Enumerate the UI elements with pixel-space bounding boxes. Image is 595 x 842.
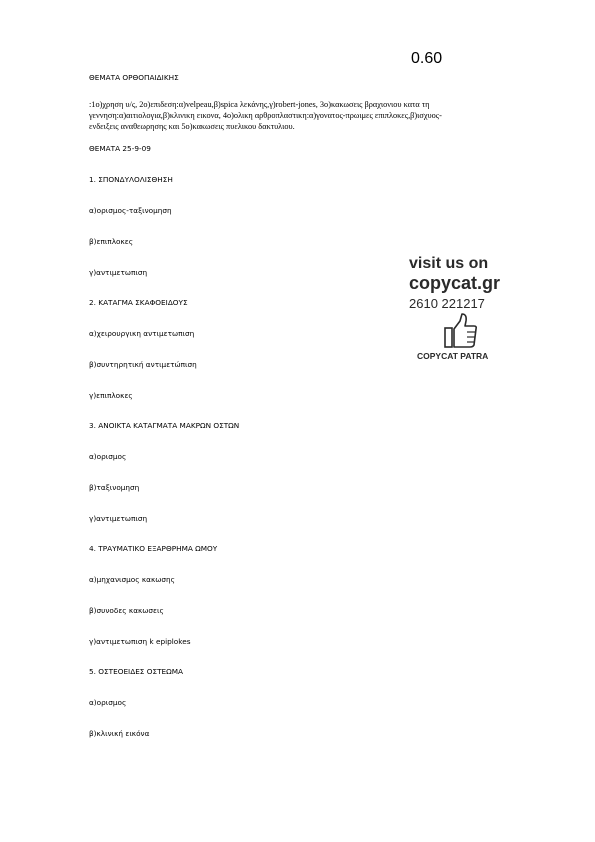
copycat-watermark (405, 255, 515, 370)
topic-item: β)επιπλοκες (89, 237, 134, 246)
topic-item: γ)επιπλοκες (89, 391, 133, 400)
topic-item: α)ορισμος-ταξινομηση (89, 206, 172, 215)
topic-item: β)συντηρητική αντιμετώπιση (89, 360, 197, 369)
watermark-phone: 2610 221217 (409, 296, 485, 311)
topic-item: α)μηχανισμος κακωσης (89, 575, 175, 584)
thumbs-up-icon (443, 312, 479, 350)
topic-item: β)συνοδες κακωσεις (89, 606, 164, 615)
price-label: 0.60 (411, 50, 443, 67)
topic-title: 3. ΑΝΟΙΚΤΑ ΚΑΤΑΓΜΑΤΑ ΜΑΚΡΩΝ ΟΣΤΩΝ (89, 421, 240, 430)
topic-item: γ)αντιμετωπιση (89, 268, 148, 277)
topic-item: α)ορισμος (89, 452, 127, 461)
topic-title: 4. ΤΡΑΥΜΑΤΙΚΟ ΕΞΑΡΘΡΗΜΑ ΩΜΟΥ (89, 544, 218, 553)
topic-title: 5. ΟΣΤΕΟΕΙΔΕΣ ΟΣΤΕΩΜΑ (89, 667, 184, 676)
document-heading: ΘΕΜΑΤΑ ΟΡΘΟΠΑΙΔΙΚΗΣ (89, 73, 179, 82)
topic-title: 1. ΣΠΟΝΔΥΛΟΛΙΣΘΗΣΗ (89, 175, 173, 184)
intro-paragraph: :1ο)χρηση υ/ς, 2ο)επιδεση:α)velpeau,β)spica λεκάνης,γ)robert-jones, 3ο)κακωσεις βραχιονιου κατα τη γεννηση:α)αιτιολογια,β)κλινικη εικονα, 4ο)ολικη αρθροπλαστικη:α)γονατος-πρωιμες επιπλοκες,β)ισχυος-ενδειξεις αναθεωρησης και 5ο)κακωσεις πυελικου δακτυλιου. (89, 100, 442, 131)
watermark-website: copycat.gr (409, 273, 501, 293)
topic-item: β)ταξινομηση (89, 483, 140, 492)
topic-item: α)ορισμος (89, 698, 127, 707)
watermark-brand: COPYCAT PATRA (417, 351, 489, 361)
watermark-visit-text: visit us on (409, 255, 489, 272)
exam-date-heading: ΘΕΜΑΤΑ 25-9-09 (89, 144, 151, 153)
topic-item: β)κλινική εικόνα (89, 729, 150, 738)
topic-item: γ)αντιμετωπιση k epiplokes (89, 637, 191, 646)
topic-item: γ)αντιμετωπιση (89, 514, 148, 523)
topic-title: 2. ΚΑΤΑΓΜΑ ΣΚΑΦΟΕΙΔΟΥΣ (89, 298, 188, 307)
topic-item: α)χειρουργικη αντιμετωπιση (89, 329, 195, 338)
